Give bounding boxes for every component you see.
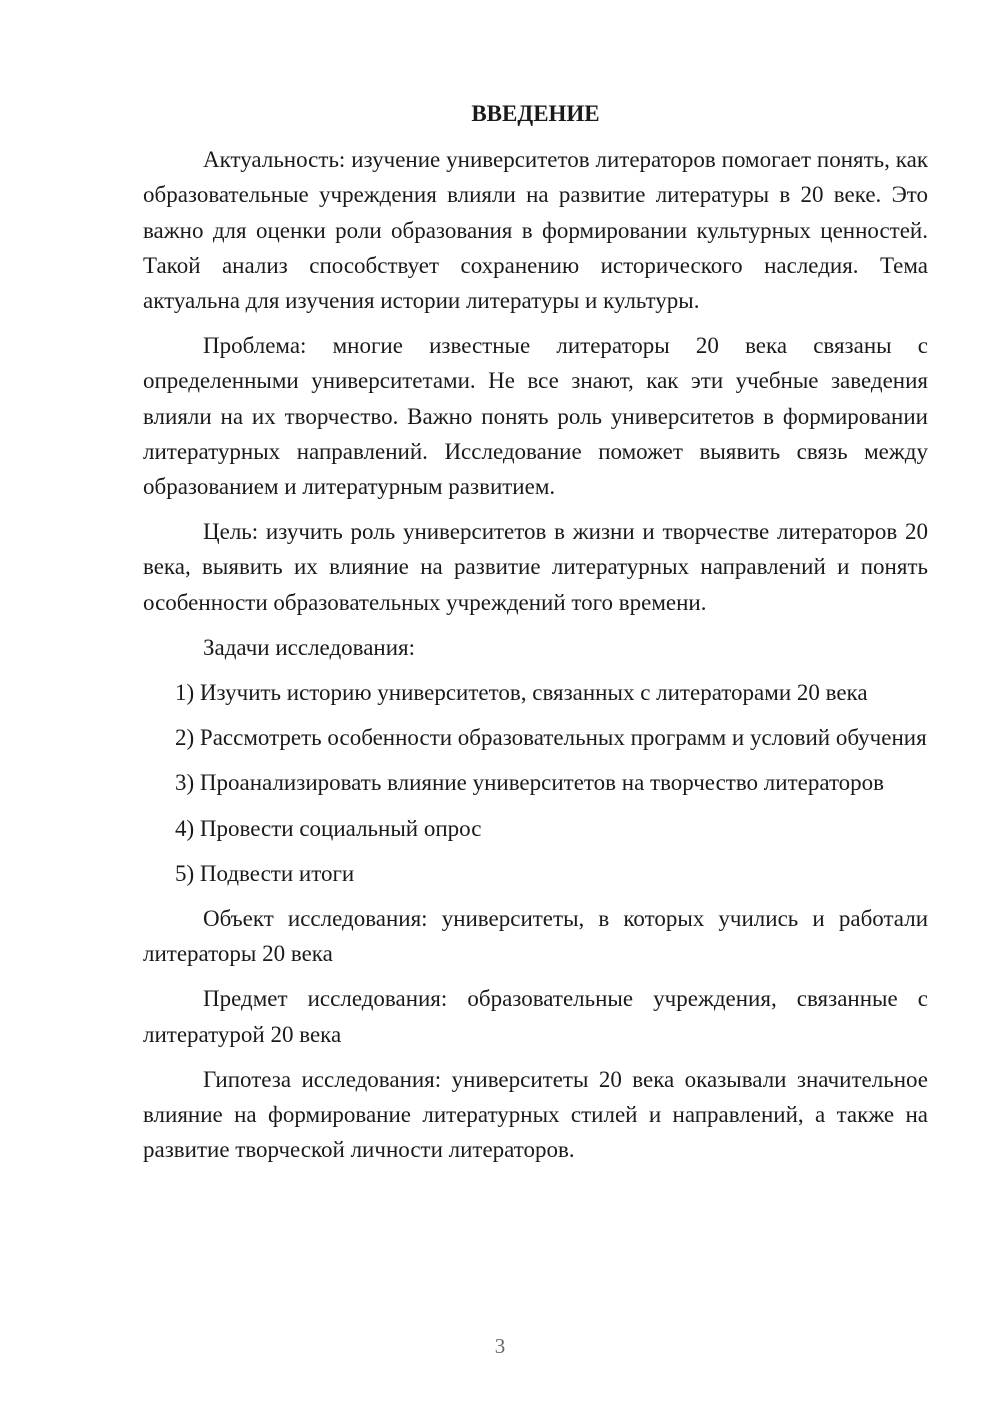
page-number: 3 — [494, 1334, 506, 1358]
problem-paragraph: Проблема: многие известные литераторы 20 века связаны с определенными университетами. Не все знают, как эти учебные заведения влияли на их творчество. Важно понять роль университетов в формировании литературных направлений. Исследование поможет выявить связь между образованием и литературным развитием. — [143, 333, 928, 500]
object-paragraph: Объект исследования: университеты, в которых учились и работали литераторы 20 века — [143, 906, 928, 967]
document-page — [143, 96, 928, 1177]
task-item-1: 1) Изучить историю университетов, связанных с литераторами 20 века — [175, 680, 868, 706]
section-title: ВВЕДЕНИЕ — [471, 101, 600, 126]
task-item-4: 4) Провести социальный опрос — [175, 815, 482, 841]
tasks-heading: Задачи исследования: — [203, 634, 416, 660]
task-item-5: 5) Подвести итоги — [175, 860, 355, 886]
subject-paragraph: Предмет исследования: образовательные учреждения, связанные с литературой 20 века — [143, 986, 928, 1047]
relevance-paragraph: Актуальность: изучение университетов литераторов помогает понять, как образовательные учреждения влияли на развитие литературы в 20 веке. Это важно для оценки роли образования в формировании культурных ценностей. Такой анализ способствует сохранению исторического наследия. Тема актуальна для изучения истории литературы и культуры. — [143, 147, 928, 314]
goal-paragraph: Цель: изучить роль университетов в жизни и творчестве литераторов 20 века, выявить их влияние на развитие литературных направлений и понять особенности образовательных учреждений того времени. — [143, 519, 928, 615]
task-item-3: 3) Проанализировать влияние университетов на творчество литераторов — [175, 770, 885, 796]
hypothesis-paragraph: Гипотеза исследования: университеты 20 века оказывали значительное влияние на формирование литературных стилей и направлений, а также на развитие творческой личности литераторов. — [143, 1066, 928, 1163]
task-item-2: 2) Рассмотреть особенности образовательных программ и условий обучения — [175, 725, 927, 751]
